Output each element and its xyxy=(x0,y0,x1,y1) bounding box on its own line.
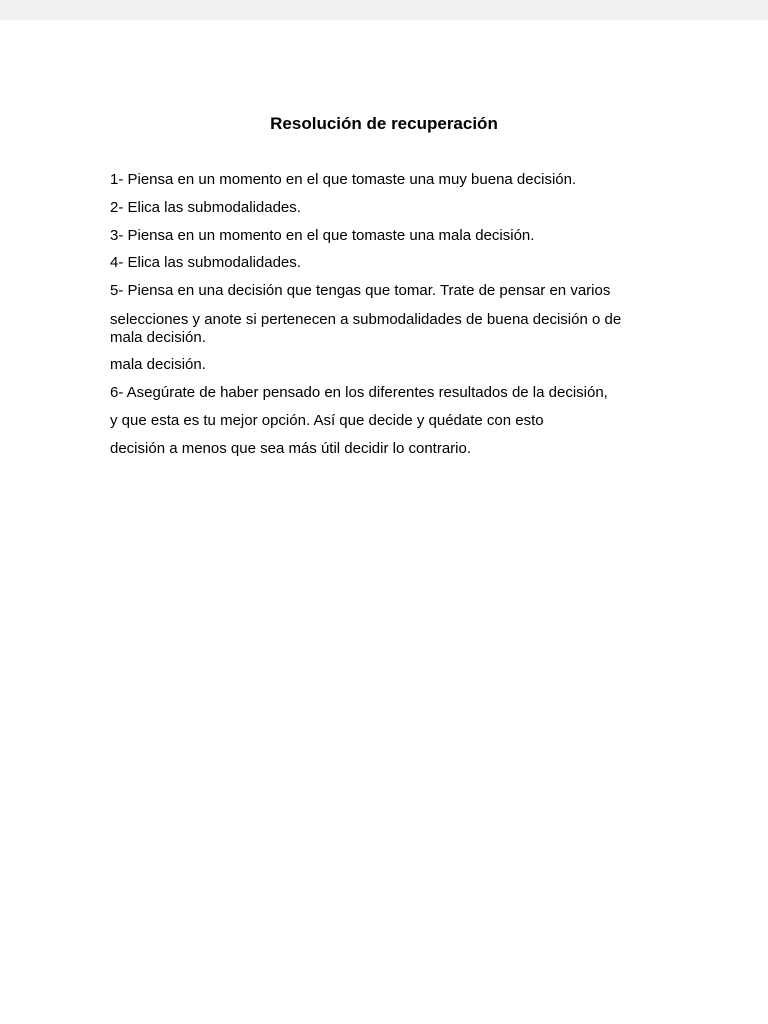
step-2-line: 2- Elica las submodalidades. xyxy=(110,199,301,216)
step-5-line: 5- Piensa en una decisión que tengas que tomar. Trate de pensar en varios xyxy=(110,282,611,299)
viewer-top-bar xyxy=(0,0,768,20)
step-3-line: 3- Piensa en un momento en el que tomaste una mala decisión. xyxy=(110,227,535,244)
document-page xyxy=(0,20,768,1024)
step-5-ending-line: mala decisión. xyxy=(110,356,206,373)
step-1-line: 1- Piensa en un momento en el que tomaste una muy buena decisión. xyxy=(110,171,577,188)
document-title: Resolución de recuperación xyxy=(270,114,498,133)
step-5-continuation-line: selecciones y anote si pertenecen a submodalidades de buena decisión o de mala decisión. xyxy=(110,311,622,346)
step-6-ending-line: decisión a menos que sea más útil decidir lo contrario. xyxy=(110,440,472,457)
step-6-line: 6- Asegúrate de haber pensado en los diferentes resultados de la decisión, xyxy=(110,384,608,401)
step-4-line: 4- Elica las submodalidades. xyxy=(110,254,301,271)
step-6-continuation-line: y que esta es tu mejor opción. Así que decide y quédate con esto xyxy=(110,412,544,429)
